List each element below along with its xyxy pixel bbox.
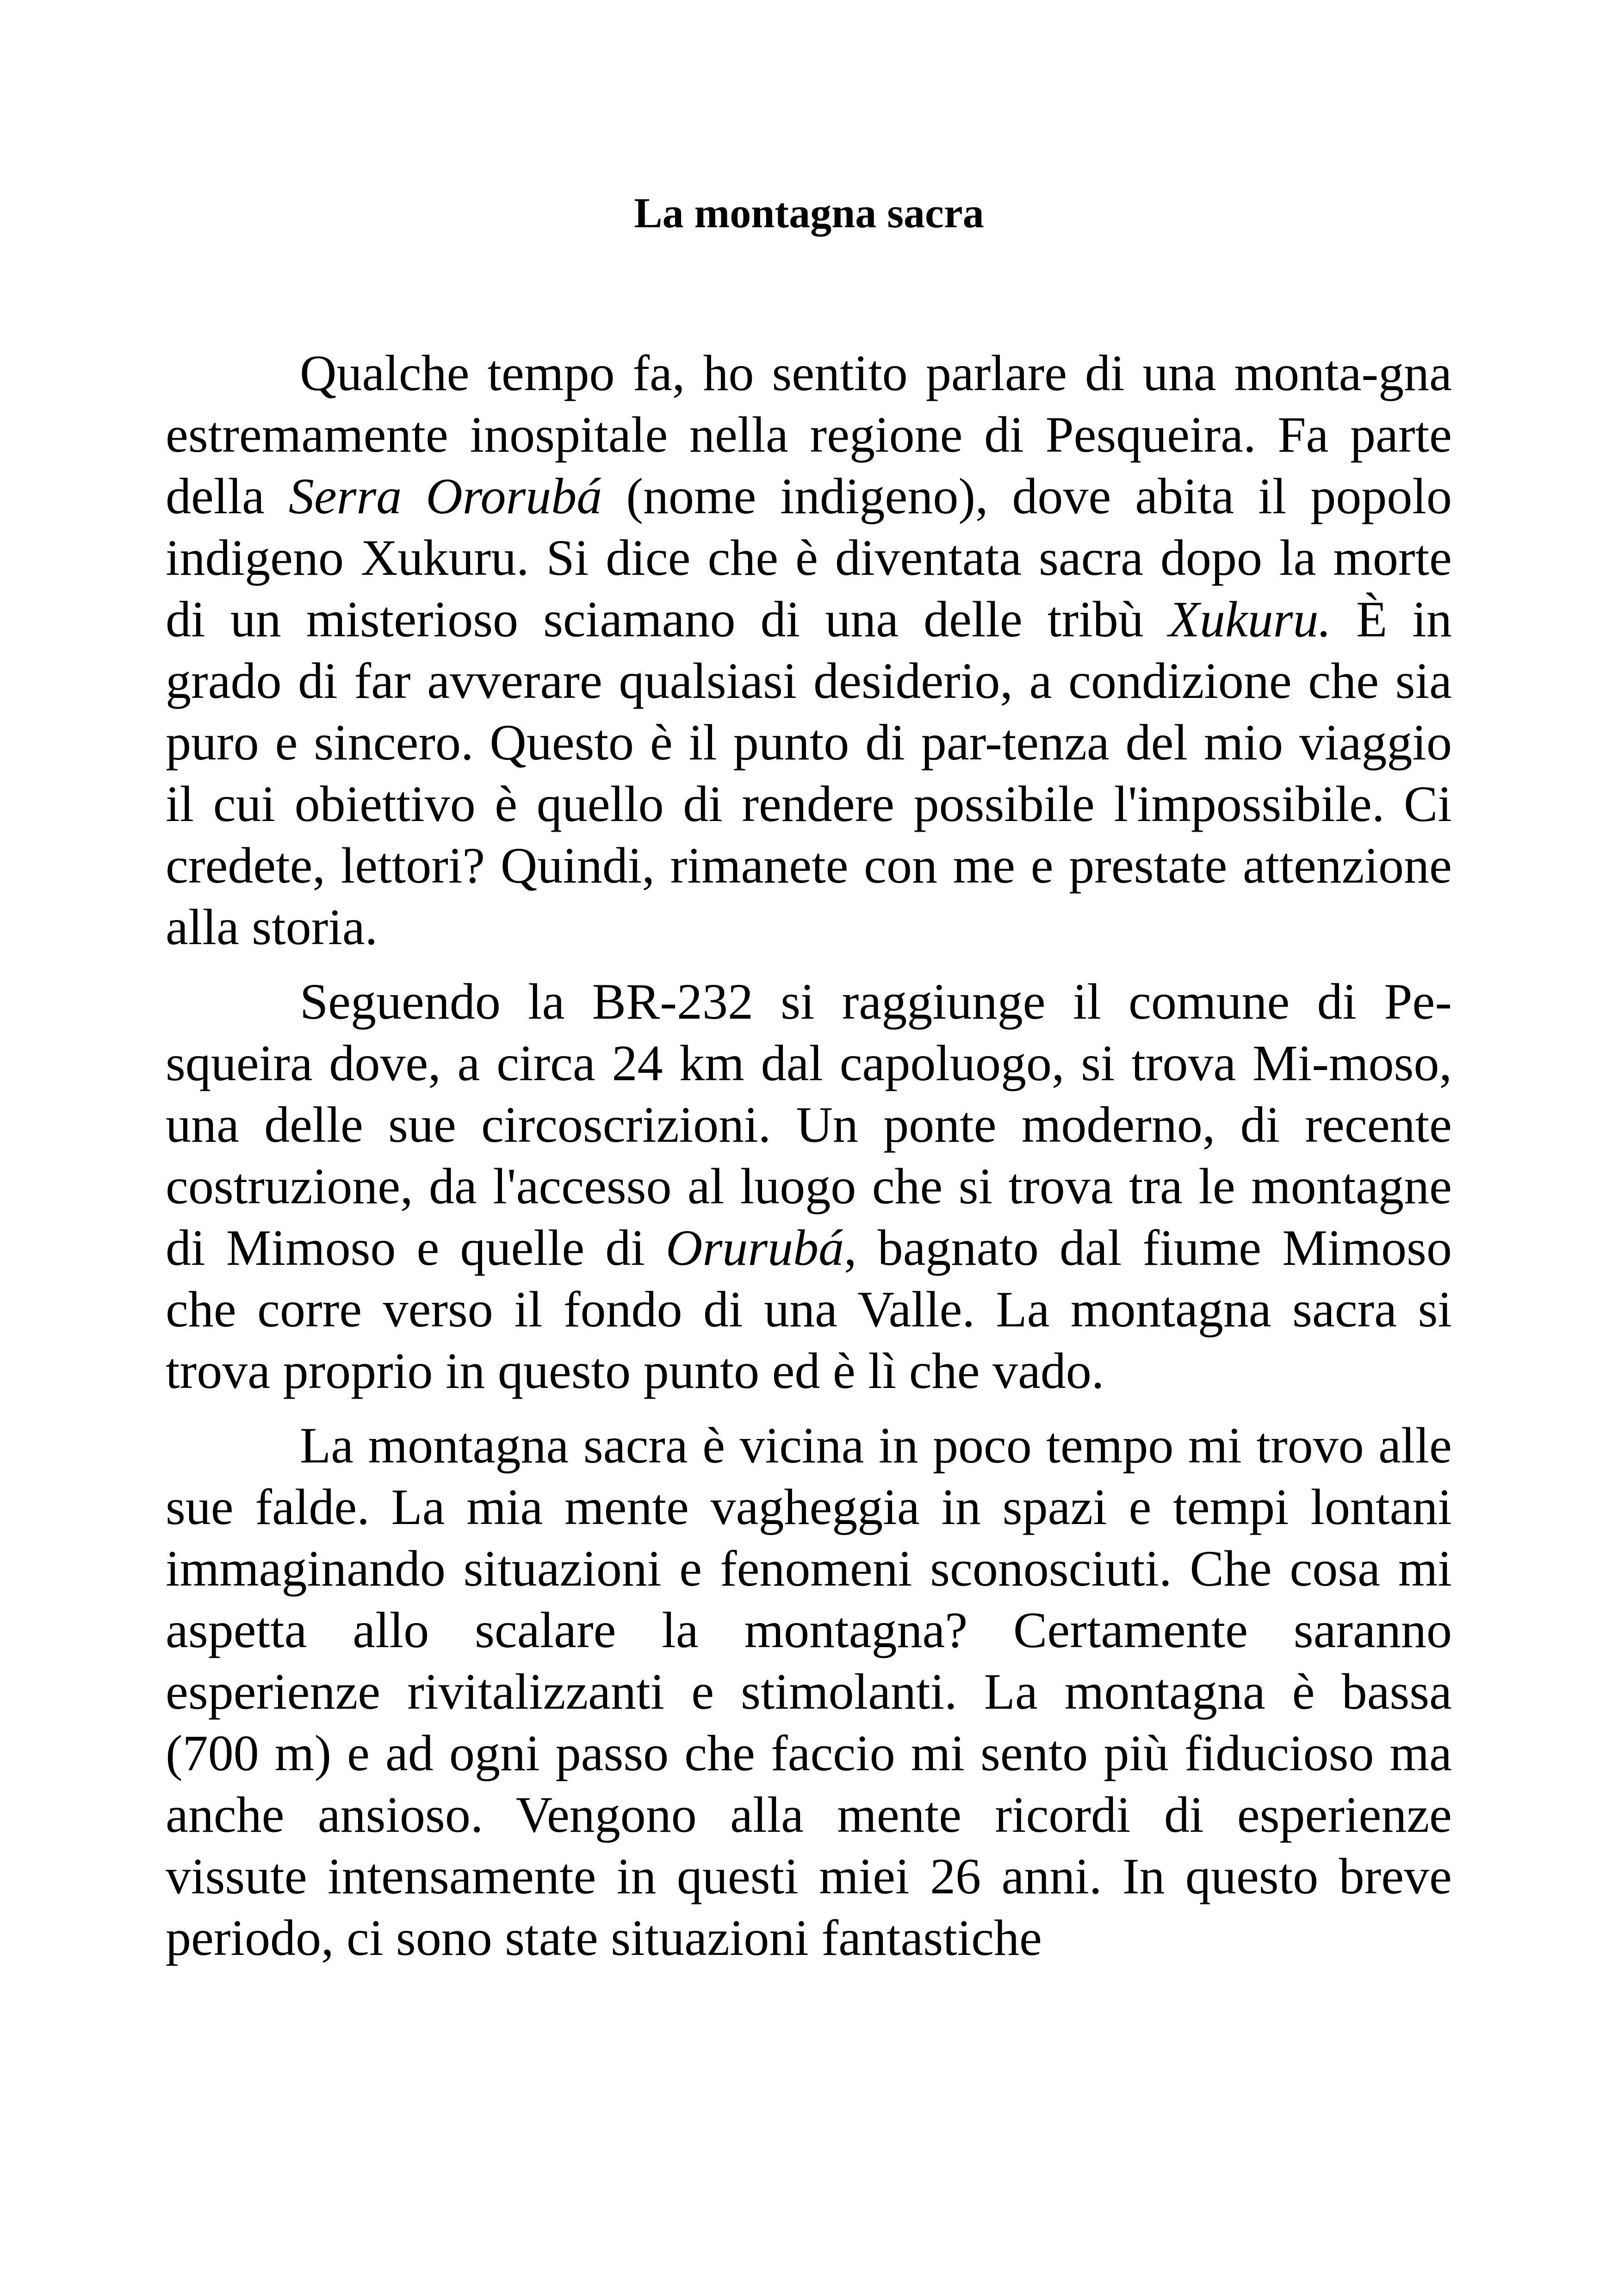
body-text (166, 342, 1452, 1982)
text-run: Seguendo la BR-232 si raggiunge il comune di Pe-squeira dove, a circa 24 km dal capoluogo, si trova Mi-moso, una delle sue circoscrizioni. Un ponte moderno, di recente costruzione, da l'accesso al luogo che si trova tra le montagne di Mimoso e quelle di (166, 973, 1452, 1276)
paragraph-1 (166, 342, 1452, 958)
text-run: Qualche tempo fa, ho sentito parlare di una monta-gna estremamente inospitale nella regione di Pesqueira. Fa parte della (166, 345, 1452, 524)
italic-text-run: Orurubá (666, 1220, 844, 1276)
italic-text-run: Xukuru. (1168, 591, 1332, 647)
text-run: , bagnato dal fiume Mimoso che corre verso il fondo di una Valle. La montagna sacra si trova proprio in questo punto ed è lì che vado. (166, 1220, 1452, 1399)
text-run: È in grado di far avverare qualsiasi desiderio, a condizione che sia puro e sincero. Questo è il punto di par-tenza del mio viaggio il cui obiettivo è quello di rendere possibile l'impossibile. Ci credete, lettori? Quindi, rimanete con me e prestate attenzione alla storia. (166, 591, 1452, 955)
paragraph-3 (166, 1415, 1452, 1969)
italic-text-run: Serra Ororubá (288, 468, 602, 524)
text-run: La montagna sacra è vicina in poco tempo mi trovo alle sue falde. La mia mente vagheggia in spazi e tempi lontani immaginando situazioni e fenomeni sconosciuti. Che cosa mi aspetta allo scalare la montagna? Certamente saranno esperienze rivitalizzanti e stimolanti. La montagna è bassa (700 m) e ad ogni passo che faccio mi sento più fiducioso ma anche ansioso. Vengono alla mente ricordi di esperienze vissute intensamente in questi miei 26 anni. In questo breve periodo, ci sono state situazioni fantastiche (166, 1417, 1452, 1966)
page-title: La montagna sacra (634, 189, 984, 236)
text-run: (nome indigeno), dove abita il popolo indigeno Xukuru. Si dice che è diventata sacra dopo la morte di un misterioso sciamano di una delle tribù (166, 468, 1452, 647)
paragraph-2 (166, 971, 1452, 1402)
